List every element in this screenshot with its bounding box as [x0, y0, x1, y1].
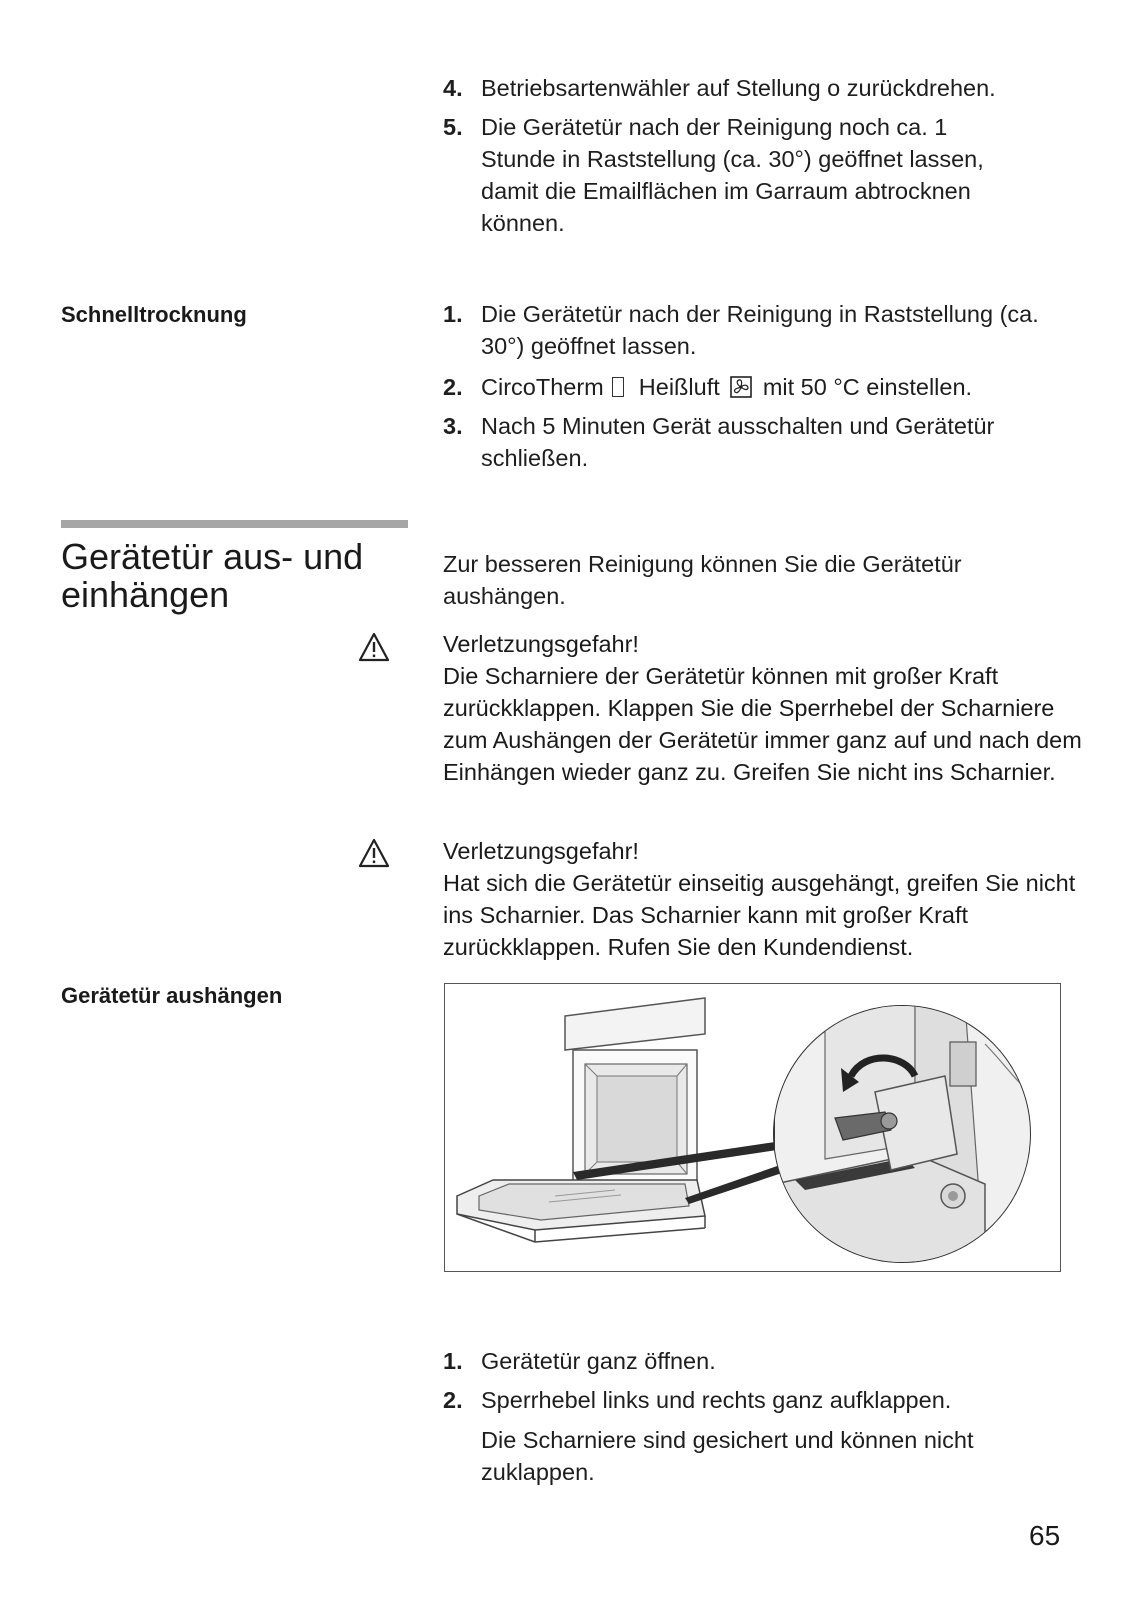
circotherm-label: CircoTherm: [481, 374, 604, 400]
heading-rule: [61, 520, 408, 528]
warning-text: Die Scharniere der Gerätetür können mit großer Kraft zurückklappen. Klappen Sie die Sperrhebel der Scharniere zum Aushängen der Gerätetür immer ganz auf und nach dem Einhängen wieder ganz zu. Greifen Sie nicht ins Scharnier.: [443, 663, 1082, 785]
warning-triangle-icon: [358, 632, 390, 662]
warning-title: Verletzungsgefahr!: [443, 631, 639, 657]
setting-text: mit 50 °C einstellen.: [762, 374, 973, 400]
warning-title: Verletzungsgefahr!: [443, 838, 639, 864]
section-heading: [61, 538, 421, 614]
step-number: 2.: [443, 374, 463, 400]
step-text: Betriebsartenwähler auf Stellung o zurückdrehen.: [481, 75, 996, 101]
heissluft-label: Heißluft: [638, 374, 720, 400]
page-number: 65: [1029, 1520, 1061, 1551]
step-number: 1.: [443, 301, 463, 327]
heading-line-1: Gerätetür aus- und: [61, 536, 364, 577]
circotherm-symbol-icon: [612, 377, 624, 397]
aushaengen-note: Die Scharniere sind gesichert und können nicht zuklappen.: [481, 1427, 974, 1485]
hot-air-fan-icon: [730, 376, 752, 398]
step-text: Nach 5 Minuten Gerät ausschalten und Gerätetür schließen.: [481, 413, 995, 471]
step-number: 5.: [443, 114, 463, 140]
aushaengen-label: Gerätetür aushängen: [61, 983, 283, 1008]
aushaengen-step-1: [443, 1345, 1083, 1377]
step-number: 3.: [443, 413, 463, 439]
step-number: 1.: [443, 1348, 463, 1374]
step-text: [481, 371, 1083, 403]
step-text: Sperrhebel links und rechts ganz aufklappen.: [481, 1387, 952, 1413]
oven-door-drawing: [445, 984, 1059, 1270]
schnell-step-1: [443, 298, 1083, 362]
step-text: Gerätetür ganz öffnen.: [481, 1348, 716, 1374]
warning-triangle-icon: [358, 838, 390, 868]
step-text: Die Gerätetür nach der Reinigung noch ca. 1 Stunde in Raststellung (ca. 30°) geöffnet lassen, damit die Emailflächen im Garraum abtrocknen können.: [481, 114, 984, 236]
aushaengen-step-2: [443, 1384, 1083, 1416]
schnell-step-3: [443, 410, 1083, 474]
schnelltrocknung-label: Schnelltrocknung: [61, 302, 247, 327]
step-text: Die Gerätetür nach der Reinigung in Raststellung (ca. 30°) geöffnet lassen.: [481, 301, 1039, 359]
step-4: [443, 72, 1083, 104]
schnell-step-2: [443, 371, 1083, 403]
step-5: [443, 111, 1003, 239]
step-number: 2.: [443, 1387, 463, 1413]
heading-line-2: einhängen: [61, 574, 230, 615]
step-number: 4.: [443, 75, 463, 101]
section-intro: Zur besseren Reinigung können Sie die Gerätetür aushängen.: [443, 551, 962, 609]
warning-text: Hat sich die Gerätetür einseitig ausgehängt, greifen Sie nicht ins Scharnier. Das Scharnier kann mit großer Kraft zurückklappen. Rufen Sie den Kundendienst.: [443, 870, 1076, 960]
door-hinge-illustration: [444, 983, 1061, 1272]
